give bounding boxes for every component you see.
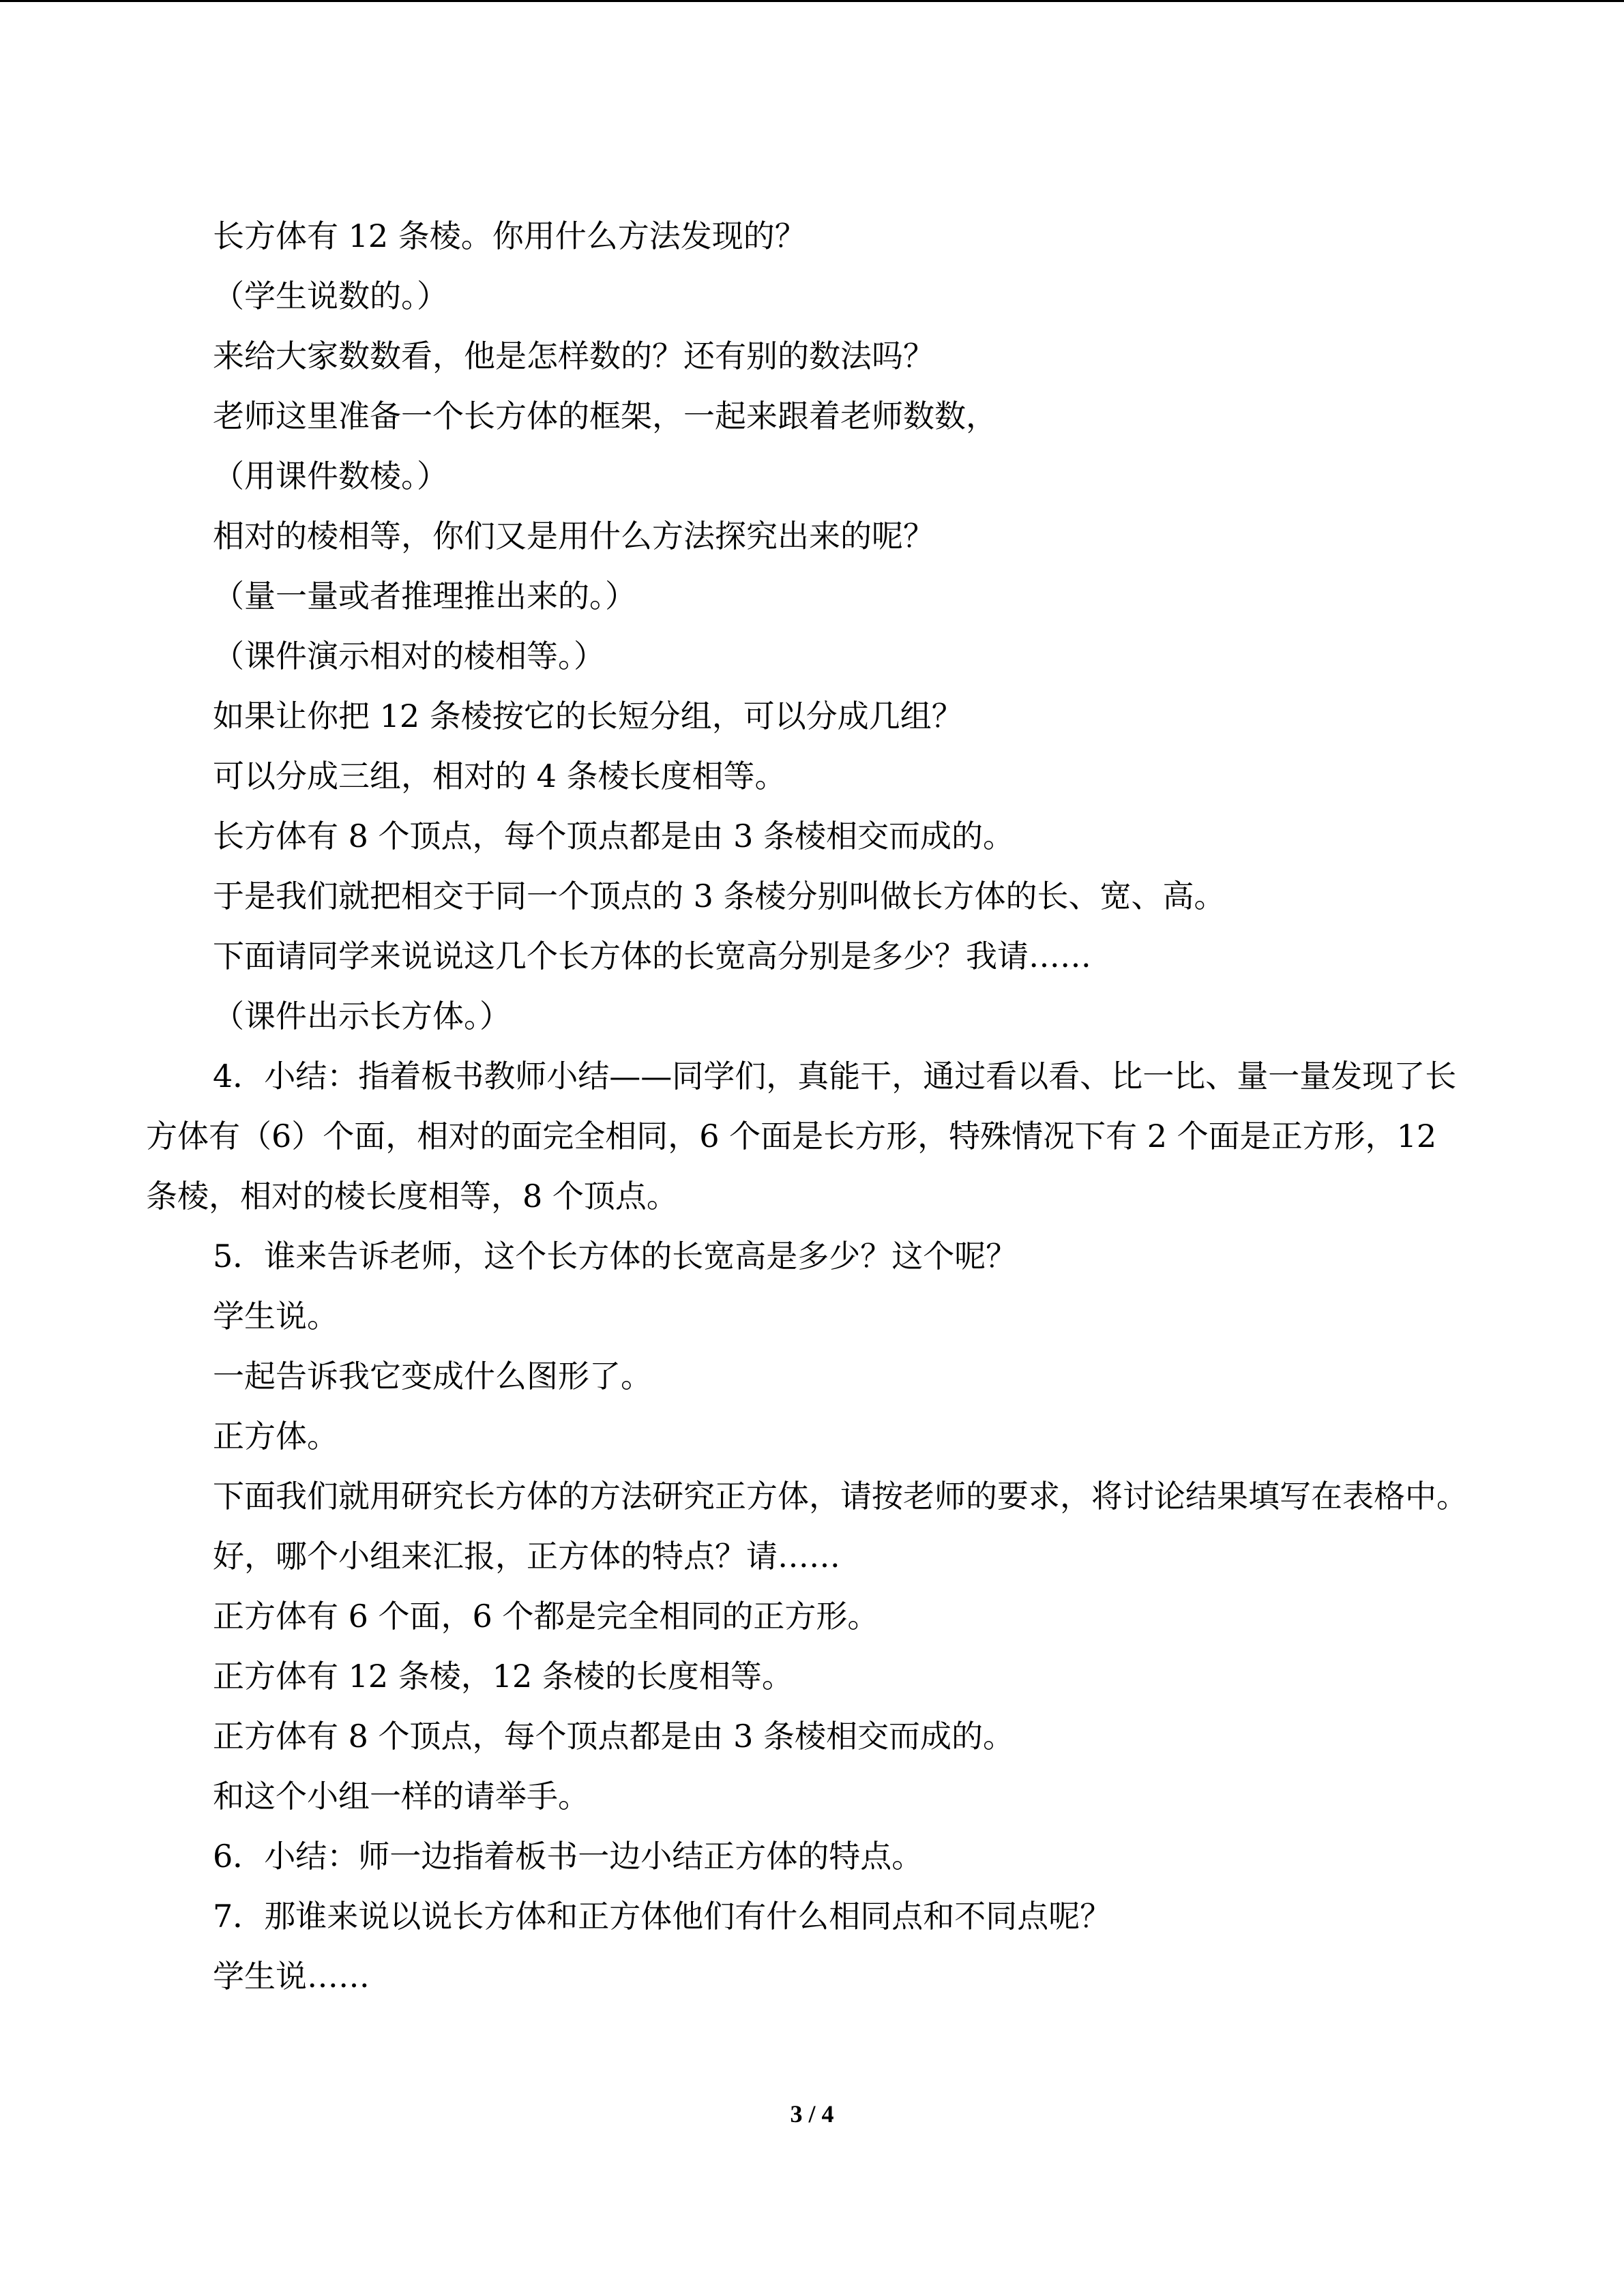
paragraph: （课件出示长方体。） bbox=[213, 998, 511, 1034]
paragraph: 一起告诉我它变成什么图形了。 bbox=[213, 1358, 652, 1395]
paragraph: 好，哪个小组来汇报，正方体的特点？请…… bbox=[213, 1538, 840, 1575]
paragraph: （学生说数的。） bbox=[213, 278, 448, 314]
paragraph: 7．那谁来说以说长方体和正方体他们有什么相同点和不同点呢？ bbox=[213, 1898, 1112, 1935]
page-number: 3 / 4 bbox=[790, 2100, 834, 2128]
paragraph: 可以分成三组，相对的 4 条棱长度相等。 bbox=[213, 758, 786, 794]
paragraph: 正方体有 12 条棱，12 条棱的长度相等。 bbox=[213, 1658, 793, 1695]
paragraph: 下面我们就用研究长方体的方法研究正方体，请按老师的要求，将讨论结果填写在表格中。 bbox=[213, 1478, 1468, 1515]
paragraph: 来给大家数数看，他是怎样数的？还有别的数法吗？ bbox=[213, 338, 934, 374]
paragraph: 下面请同学来说说这几个长方体的长宽高分别是多少？我请…… bbox=[213, 938, 1091, 974]
paragraph: 4．小结：指着板书教师小结——同学们，真能干，通过看以看、比一比、量一量发现了长方体有（6）个面，相对的面完全相同，6 个面是长方形，特殊情况下有 2 个面是正方形，12 条棱，相对的棱长度相等，8 个顶点。 bbox=[146, 1058, 1457, 1214]
paragraph: 和这个小组一样的请举手。 bbox=[213, 1778, 589, 1815]
paragraph: 正方体有 6 个面，6 个都是完全相同的正方形。 bbox=[213, 1598, 879, 1635]
paragraph: 于是我们就把相交于同一个顶点的 3 条棱分别叫做长方体的长、宽、高。 bbox=[213, 878, 1226, 914]
paragraph: 老师这里准备一个长方体的框架，一起来跟着老师数数， bbox=[213, 398, 997, 434]
paragraph: 5．谁来告诉老师，这个长方体的长宽高是多少？这个呢？ bbox=[213, 1238, 1018, 1274]
paragraph: 长方体有 12 条棱。你用什么方法发现的？ bbox=[213, 218, 806, 254]
paragraph: 学生说…… bbox=[213, 1958, 370, 1995]
paragraph: 相对的棱相等，你们又是用什么方法探究出来的呢？ bbox=[213, 518, 934, 554]
paragraph: 如果让你把 12 条棱按它的长短分组，可以分成几组？ bbox=[213, 698, 963, 734]
paragraph: 正方体有 8 个顶点，每个顶点都是由 3 条棱相交而成的。 bbox=[213, 1718, 1015, 1755]
document-body bbox=[146, 206, 1469, 2006]
paragraph: （用课件数棱。） bbox=[213, 458, 448, 494]
paragraph: 正方体。 bbox=[213, 1418, 338, 1455]
paragraph: （量一量或者推理推出来的。） bbox=[213, 578, 636, 614]
top-border-line bbox=[0, 0, 1624, 2]
paragraph: （课件演示相对的棱相等。） bbox=[213, 638, 605, 674]
paragraph: 6．小结：师一边指着板书一边小结正方体的特点。 bbox=[213, 1838, 924, 1875]
paragraph: 学生说。 bbox=[213, 1298, 338, 1335]
paragraph: 长方体有 8 个顶点，每个顶点都是由 3 条棱相交而成的。 bbox=[213, 818, 1015, 854]
